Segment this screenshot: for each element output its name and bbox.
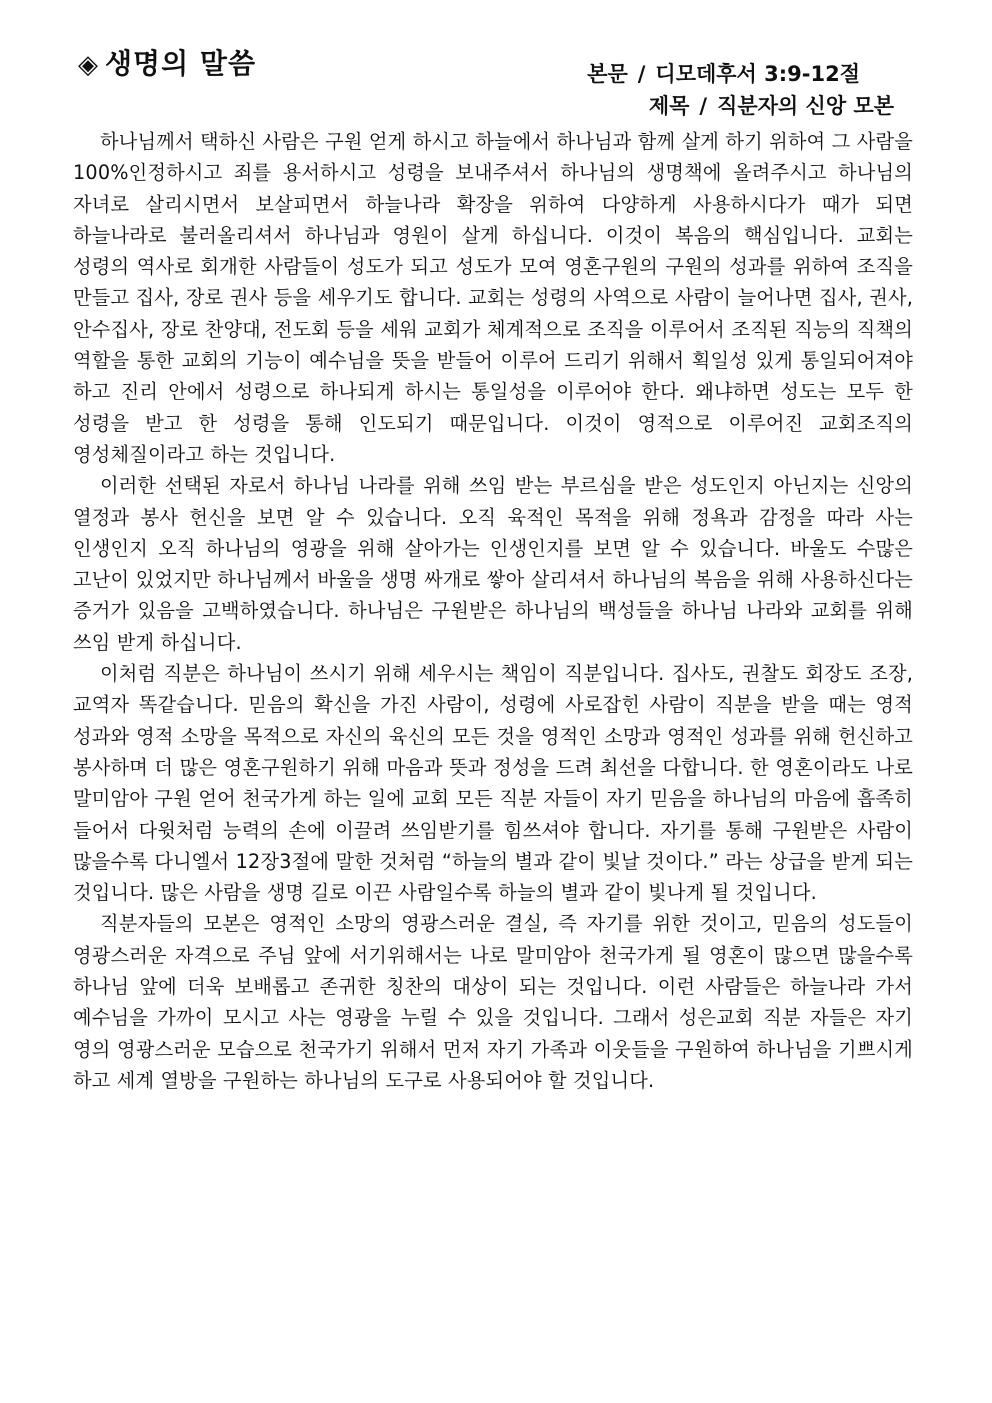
section-title xyxy=(78,42,256,82)
sermon-subject xyxy=(649,90,894,120)
sermon-body xyxy=(73,126,913,1096)
paragraph-4: 직분자들의 모본은 영적인 소망의 영광스러운 결실, 즉 자기를 위한 것이고, 믿음의 성도들이 영광스러운 자격으로 주님 앞에 서기위해서는 나로 말미암아 천국가게 될 영혼이 많으면 많을수록 하나님 앞에 더욱 보배롭고 존귀한 칭찬의 대상이 되는 것입니다. 이런 사람들은 하늘나라 가서 예수님을 가까이 모시고 사는 영광을 누릴 수 있을 것입니다. 그래서 성은교회 직분 자들은 자기 영의 영광스러운 모습으로 천국가기 위해서 먼저 자기 가족과 이웃들을 구원하여 하나님을 기쁘시게 하고 세계 열방을 구원하는 하나님의 도구로 사용되어야 할 것입니다. xyxy=(73,912,913,1092)
subject-value: 직분자의 신앙 모본 xyxy=(717,94,894,118)
paragraph-2: 이러한 선택된 자로서 하나님 나라를 위해 쓰임 받는 부르심을 받은 성도인지 아닌지는 신앙의 열정과 봉사 헌신을 보면 알 수 있습니다. 오직 육적인 목적을 위해 정욕과 감정을 따라 사는 인생인지 오직 하나님의 영광을 위해 살아가는 인생인지를 보면 알 수 있습니다. 바울도 수많은 고난이 있었지만 하나님께서 바울을 생명 싸개로 쌓아 살리셔서 하나님의 복음을 위해 사용하신다는 증거가 있음을 고백하였습니다. 하나님은 구원받은 하나님의 백성들을 하나님 나라와 교회를 위해 쓰임 받게 하십니다. xyxy=(73,474,913,654)
paragraph-1: 하나님께서 택하신 사람은 구원 얻게 하시고 하늘에서 하나님과 함께 살게 하기 위하여 그 사람을 100%인정하시고 죄를 용서하시고 성령을 보내주셔서 하나님의 생명책에 올려주시고 하나님의 자녀로 살리시면서 보살피면서 하늘나라 확장을 위하여 다양하게 사용하시다가 때가 되면 하늘나라로 불러올리셔서 하나님과 영원이 살게 하십니다. 이것이 복음의 핵심입니다. 교회는 성령의 역사로 회개한 사람들이 성도가 되고 성도가 모여 영혼구원의 구원의 성과를 위하여 조직을 만들고 집사, 장로 권사 등을 세우기도 합니다. 교회는 성령의 사역으로 사람이 늘어나면 집사, 권사, 안수집사, 장로 찬양대, 전도회 등을 세워 교회가 체계적으로 조직을 이루어서 조직된 직능의 직책의 역할을 통한 교회의 기능이 예수님을 뜻을 받들어 이루어 드리기 위해서 획일성 있게 통일되어져야 하고 진리 안에서 성령으로 하나되게 하시는 통일성을 이루어야 한다. 왜냐하면 성도는 모두 한 성령을 받고 한 성령을 통해 인도되기 때문입니다. 이것이 영적으로 이루어진 교회조직의 영성체질이라고 하는 것입니다. xyxy=(73,130,913,466)
subject-separator: / xyxy=(699,94,708,118)
diamond-bullet-icon: ◈ xyxy=(78,50,99,80)
passage-label: 본문 xyxy=(587,62,628,86)
passage-value: 디모데후서 3:9-12절 xyxy=(655,62,860,86)
section-title-text: 생명의 말씀 xyxy=(105,47,256,80)
subject-label: 제목 xyxy=(648,94,690,118)
passage-separator: / xyxy=(637,62,646,86)
scripture-passage xyxy=(587,58,860,88)
paragraph-3: 이처럼 직분은 하나님이 쓰시기 위해 세우시는 책임이 직분입니다. 집사도, 권찰도 회장도 조장, 교역자 똑같습니다. 믿음의 확신을 가진 사람이, 성령에 사로잡힌 사람이 직분을 받을 때는 영적 성과와 영적 소망을 목적으로 자신의 육신의 모든 것을 영적인 소망과 영적인 성과를 위해 헌신하고 봉사하며 더 많은 영혼구원하기 위해 마음과 뜻과 정성을 드려 최선을 다합니다. 한 영혼이라도 나로 말미암아 구원 얻어 천국가게 하는 일에 교회 모든 직분 자들이 자기 믿음을 하나님의 마음에 흡족히 들어서 다윗처럼 능력의 손에 이끌려 쓰임받기를 힘쓰셔야 합니다. 자기를 통해 구원받은 사람이 많을수록 다니엘서 12장3절에 말한 것처럼 “하늘의 별과 같이 빛날 것이다.” 라는 상급을 받게 되는 것입니다. 많은 사람을 생명 길로 이끈 사람일수록 하늘의 별과 같이 빛나게 될 것입니다. xyxy=(73,662,913,905)
